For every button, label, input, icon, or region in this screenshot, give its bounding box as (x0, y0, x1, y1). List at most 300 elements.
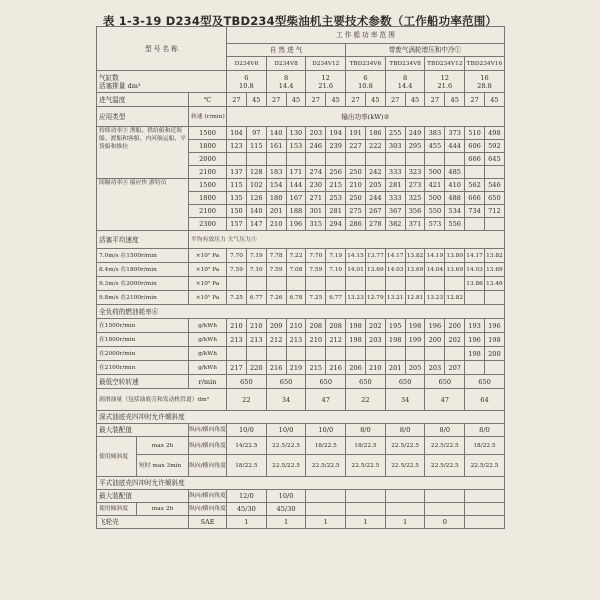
pressure-value: 13.69 (405, 263, 425, 277)
fuel-value: 210 (286, 319, 306, 333)
fuel-value: 212 (326, 333, 346, 347)
deep-header-row (97, 411, 505, 424)
speed-value: 1800 (189, 140, 227, 153)
power-value (484, 166, 504, 179)
pressure-value: 14.17 (465, 249, 485, 263)
deep-max2h-value: 22.5/22.5 (425, 437, 465, 455)
pressure-value: 7.25 (306, 291, 326, 305)
pressure-speed: 8.4m/s 在1800r/min (97, 263, 189, 277)
power-value (484, 218, 504, 231)
power-value: 128 (246, 166, 266, 179)
fuel-value: 196 (465, 333, 485, 347)
power-value: 183 (266, 166, 286, 179)
temp-label: 进气温度 (97, 93, 189, 107)
cyl-disp-cell (425, 71, 465, 93)
flywheel-label: 飞轮壳 (97, 516, 189, 529)
power-value: 546 (484, 179, 504, 192)
deep-short-value: 22.5/22.5 (385, 455, 425, 477)
power-value: 295 (405, 140, 425, 153)
pressure-value: 7.22 (286, 249, 306, 263)
displacement-value: 21.6 (318, 81, 334, 90)
deep-install-value: 8/0 (385, 424, 425, 437)
temp-value: 27 (266, 93, 286, 107)
power-value: 196 (286, 218, 306, 231)
power-value: 274 (306, 166, 326, 179)
fuel-value: 200 (425, 333, 445, 347)
flat-install-value (306, 490, 346, 503)
deep-max2h-value: 14/22.5 (227, 437, 267, 455)
pressure-row (97, 277, 505, 291)
power-value: 421 (425, 179, 445, 192)
pressure-value: 13.69 (365, 263, 385, 277)
power-value: 383 (425, 127, 445, 140)
flat-install-value (465, 490, 505, 503)
power-value: 325 (405, 192, 425, 205)
pressure-value: 13.23 (425, 291, 445, 305)
cyl-disp-cell (227, 71, 267, 93)
power-value: 97 (246, 127, 266, 140)
deep-install-value: 10/0 (306, 424, 346, 437)
deep-install-value: 10/0 (266, 424, 306, 437)
corner-cell (97, 27, 227, 71)
fuel-value: 199 (405, 333, 425, 347)
fuel-value: 220 (246, 361, 266, 375)
pressure-value: 13.86 (465, 277, 485, 291)
cylinder-count: 6 (244, 73, 249, 82)
fuel-value: 210 (306, 333, 326, 347)
power-value: 275 (346, 205, 366, 218)
fuel-value (346, 347, 366, 361)
min-speed-label: 最低空转转速 (97, 375, 189, 389)
min-speed-row (97, 375, 505, 389)
pressure-sub: 平均有效压力 大气压力⑤ (189, 231, 505, 249)
deep-install-row (97, 424, 505, 437)
pressure-value (246, 277, 266, 291)
displacement-value: 14.4 (278, 81, 294, 90)
fuel-value: 195 (385, 319, 405, 333)
deep-max2h-value: 18/22.5 (306, 437, 346, 455)
pressure-value (227, 277, 247, 291)
power-value: 267 (365, 205, 385, 218)
power-value: 249 (405, 127, 425, 140)
pressure-value: 6.78 (286, 291, 306, 305)
power-value: 205 (365, 179, 385, 192)
min-speed-value: 650 (266, 375, 306, 389)
pressure-row (97, 291, 505, 305)
cylinder-count: 8 (403, 73, 408, 82)
fuel-value: 206 (346, 361, 366, 375)
temp-value: 27 (425, 93, 445, 107)
power-value: 534 (445, 205, 465, 218)
fuel-value (425, 347, 445, 361)
speed-header: 转速 (r/min) (189, 107, 227, 127)
power-value: 592 (484, 140, 504, 153)
pressure-value: 14.04 (425, 263, 445, 277)
power-value: 315 (306, 218, 326, 231)
fuel-value: 209 (266, 319, 286, 333)
short-label: 短时 max 3min (137, 455, 189, 477)
temp-value: 27 (385, 93, 405, 107)
power-value (346, 153, 366, 166)
power-value: 301 (306, 205, 326, 218)
pressure-value (266, 277, 286, 291)
fuel-value: 198 (346, 333, 366, 347)
fuel-value: 213 (227, 333, 247, 347)
spec-table (96, 26, 505, 529)
model-name: D234V12 (306, 57, 346, 71)
pressure-header: 活塞平均速度 (97, 231, 189, 249)
fuel-value: 198 (385, 333, 405, 347)
power-value: 606 (465, 140, 485, 153)
pressure-value: 7.78 (266, 249, 286, 263)
power-value: 253 (326, 192, 346, 205)
power-value: 154 (266, 179, 286, 192)
pressure-row (97, 263, 505, 277)
temp-value: 45 (326, 93, 346, 107)
fuel-value (465, 361, 485, 375)
power-value: 167 (286, 192, 306, 205)
fuel-value (445, 347, 465, 361)
power-value: 201 (266, 205, 286, 218)
power-value: 153 (286, 140, 306, 153)
model-name: D234V6 (227, 57, 267, 71)
power-value: 150 (227, 205, 247, 218)
power-value (465, 166, 485, 179)
pressure-value (365, 277, 385, 291)
pressure-value: 12.82 (445, 291, 465, 305)
pressure-value: 14.17 (385, 249, 405, 263)
deep-install-value: 10/0 (227, 424, 267, 437)
power-value (465, 218, 485, 231)
power-value: 194 (326, 127, 346, 140)
fuel-value: 213 (246, 333, 266, 347)
flat-install-value (346, 490, 386, 503)
power-row (97, 127, 505, 140)
pressure-speed: 9.8m/s 在2100r/min (97, 291, 189, 305)
power-value: 137 (227, 166, 247, 179)
pressure-value: 13.46 (484, 277, 504, 291)
pressure-unit: ×10⁵ Pa (189, 277, 227, 291)
cyl-disp-cell (346, 71, 386, 93)
model-name: TBD234V12 (425, 57, 465, 71)
power-group-label: 持续功率③ 渔船、供给船和近海船、渡船和客船、内河航运船、平货船和推拉 (97, 127, 189, 179)
temp-value: 45 (246, 93, 266, 107)
pressure-value: 7.70 (306, 249, 326, 263)
power-value: 333 (385, 166, 405, 179)
fuel-header-row (97, 305, 505, 319)
pressure-value: 7.70 (227, 249, 247, 263)
flat-header-row (97, 477, 505, 490)
power-value: 115 (246, 140, 266, 153)
oil-value: 34 (266, 389, 306, 411)
power-header: 输出功率(kW)② (227, 107, 505, 127)
flywheel-value (465, 516, 505, 529)
power-value: 556 (445, 218, 465, 231)
temp-value: 27 (346, 93, 366, 107)
cylinder-count: 16 (480, 73, 489, 82)
power-value: 256 (326, 166, 346, 179)
fuel-row (97, 361, 505, 375)
speed-value: 1500 (189, 179, 227, 192)
deep-max2h-row (97, 437, 505, 455)
pitch-roll-label: 纵向/横向角度 (189, 424, 227, 437)
fuel-value: 207 (445, 361, 465, 375)
fuel-value: 198 (484, 333, 504, 347)
flat-max2h-value (306, 503, 346, 516)
power-value (227, 153, 247, 166)
section-header-row (97, 27, 505, 44)
model-name: TBD234V8 (385, 57, 425, 71)
pressure-value: 14.03 (385, 263, 405, 277)
power-value: 444 (445, 140, 465, 153)
power-value: 180 (266, 192, 286, 205)
flat-install-value (425, 490, 465, 503)
flat-install-value (385, 490, 425, 503)
power-value: 367 (385, 205, 405, 218)
power-value (385, 153, 405, 166)
max2h-label: max 2h (137, 503, 189, 516)
pressure-value: 7.59 (227, 263, 247, 277)
fuel-value (306, 347, 326, 361)
deep-install-value: 8/0 (465, 424, 505, 437)
power-value: 562 (465, 179, 485, 192)
power-value (365, 153, 385, 166)
power-value: 323 (405, 166, 425, 179)
fuel-value: 216 (326, 361, 346, 375)
deep-max2h-value: 22.5/22.5 (266, 437, 306, 455)
pressure-value: 13.77 (365, 249, 385, 263)
power-value: 210 (266, 218, 286, 231)
fuel-row (97, 347, 505, 361)
flat-use-label: 使用倾斜度 (97, 503, 137, 516)
power-value: 123 (227, 140, 247, 153)
power-value: 734 (465, 205, 485, 218)
power-value: 147 (246, 218, 266, 231)
power-value (306, 153, 326, 166)
fuel-value: 198 (346, 319, 366, 333)
pressure-value (425, 277, 445, 291)
oil-value: 47 (425, 389, 465, 411)
pressure-value: 7.59 (306, 263, 326, 277)
power-value: 382 (385, 218, 405, 231)
pressure-value: 7.19 (326, 249, 346, 263)
deep-short-value: 22.5/22.5 (425, 455, 465, 477)
speed-value: 1800 (189, 192, 227, 205)
fuel-unit: g/kWh (189, 319, 227, 333)
speed-value: 1500 (189, 127, 227, 140)
fuel-value: 203 (425, 361, 445, 375)
power-value: 281 (326, 205, 346, 218)
power-value: 255 (385, 127, 405, 140)
oil-value: 64 (465, 389, 505, 411)
power-value: 573 (425, 218, 445, 231)
fuel-value: 196 (425, 319, 445, 333)
fuel-unit: g/kWh (189, 361, 227, 375)
model-label: 型 号 名 称 (145, 44, 178, 53)
deep-short-row (97, 455, 505, 477)
fuel-value: 198 (405, 319, 425, 333)
flat-install-row (97, 490, 505, 503)
pressure-value (286, 277, 306, 291)
max2h-label: max 2h (137, 437, 189, 455)
fuel-row (97, 333, 505, 347)
pressure-value: 13.80 (445, 249, 465, 263)
pressure-unit: ×10⁵ Pa (189, 291, 227, 305)
flywheel-value: 1 (306, 516, 346, 529)
power-value: 191 (346, 127, 366, 140)
power-value (326, 153, 346, 166)
deep-short-value: 18/22.5 (227, 455, 267, 477)
displacement-value: 10.8 (239, 81, 254, 90)
power-value: 203 (306, 127, 326, 140)
power-value: 215 (326, 179, 346, 192)
fuel-value: 216 (266, 361, 286, 375)
power-value: 171 (286, 166, 306, 179)
pitch-roll-label: 纵向/横向角度 (189, 437, 227, 455)
power-value: 222 (365, 140, 385, 153)
power-value (246, 153, 266, 166)
pressure-speed: 9.3m/s 在2000r/min (97, 277, 189, 291)
group-natural: 自 然 进 气 (227, 44, 346, 57)
deep-short-value: 22.5/22.5 (306, 455, 346, 477)
pressure-value (306, 277, 326, 291)
pressure-value: 7.19 (246, 249, 266, 263)
cylinder-count: 12 (321, 73, 330, 82)
power-value: 356 (405, 205, 425, 218)
pressure-value: 13.23 (346, 291, 366, 305)
temp-unit: ℃ (189, 93, 227, 107)
displacement-text: 活塞排量 dm³ (99, 81, 141, 90)
fuel-header: 全负荷的燃油耗率⑥ (97, 305, 505, 319)
power-value: 246 (306, 140, 326, 153)
power-value: 278 (365, 218, 385, 231)
deep-install-label: 最大装配值 (97, 424, 189, 437)
speed-value: 2300 (189, 218, 227, 231)
power-value: 666 (465, 192, 485, 205)
pressure-value: 7.26 (266, 291, 286, 305)
min-speed-value: 650 (306, 375, 346, 389)
power-value: 410 (445, 179, 465, 192)
fuel-value (326, 347, 346, 361)
fuel-value (227, 347, 247, 361)
pressure-value: 13.82 (405, 249, 425, 263)
oil-value: 47 (306, 389, 346, 411)
fuel-speed: 在1500r/min (97, 319, 189, 333)
pressure-value (484, 291, 504, 305)
fuel-unit: g/kWh (189, 333, 227, 347)
min-speed-unit: r/min (189, 375, 227, 389)
cyl-disp-cell (385, 71, 425, 93)
power-value: 286 (346, 218, 366, 231)
fuel-value: 196 (484, 319, 504, 333)
pressure-value: 6.77 (326, 291, 346, 305)
flat-install-value: 10/0 (266, 490, 306, 503)
power-value (286, 153, 306, 166)
min-speed-value: 650 (227, 375, 267, 389)
power-value: 135 (227, 192, 247, 205)
cyl-disp-cell (465, 71, 505, 93)
pressure-value: 13.82 (484, 249, 504, 263)
table-title: 表 1-3-19 D234型及TBD234型柴油机主要技术参数（工作船功率范围） (102, 14, 498, 28)
fuel-value: 212 (266, 333, 286, 347)
cyl-disp-cell (266, 71, 306, 93)
power-value: 239 (326, 140, 346, 153)
pressure-value: 13.69 (445, 263, 465, 277)
deep-header: 深式油底壳四冲时允许倾斜度 (97, 411, 505, 424)
pressure-value: 7.10 (246, 263, 266, 277)
power-value: 140 (246, 205, 266, 218)
fuel-row (97, 319, 505, 333)
flat-install-value: 12/0 (227, 490, 267, 503)
temp-value: 45 (445, 93, 465, 107)
fuel-value (266, 347, 286, 361)
category-label: 应用类型 (97, 107, 189, 127)
flat-install-label: 最大装配值 (97, 490, 189, 503)
power-value: 186 (365, 127, 385, 140)
power-value: 157 (227, 218, 247, 231)
deep-short-value: 22.5/22.5 (266, 455, 306, 477)
power-value: 126 (246, 192, 266, 205)
pressure-value: 14.01 (346, 263, 366, 277)
power-value: 130 (286, 127, 306, 140)
cylinder-count: 8 (283, 73, 289, 82)
fuel-value: 202 (445, 333, 465, 347)
fuel-speed: 在1800r/min (97, 333, 189, 347)
power-value: 303 (385, 140, 405, 153)
category-header-row (97, 107, 505, 127)
pressure-speed: 7.0m/s 在1500r/min (97, 249, 189, 263)
power-value: 500 (425, 192, 445, 205)
flat-max2h-value (465, 503, 505, 516)
deep-max2h-value: 18/22.5 (346, 437, 386, 455)
power-value: 488 (445, 192, 465, 205)
fuel-value: 193 (465, 319, 485, 333)
temp-row (97, 93, 505, 107)
flat-max2h-value: 45/30 (266, 503, 306, 516)
pressure-value: 14.03 (465, 263, 485, 277)
oil-value: 22 (227, 389, 267, 411)
cyl-disp-cell (306, 71, 346, 93)
power-value: 510 (465, 127, 485, 140)
speed-value: 2100 (189, 166, 227, 179)
pressure-value: 13.21 (385, 291, 405, 305)
pressure-value: 13.69 (484, 263, 504, 277)
pressure-value: 14.15 (346, 249, 366, 263)
flywheel-row (97, 516, 505, 529)
flat-max2h-value: 45/30 (227, 503, 267, 516)
displacement-value: 21.6 (437, 81, 453, 90)
min-speed-value: 650 (385, 375, 425, 389)
flywheel-value: 1 (227, 516, 267, 529)
displacement-value: 14.4 (397, 81, 413, 90)
pressure-value: 12.79 (365, 291, 385, 305)
pressure-value: 7.08 (286, 263, 306, 277)
pitch-roll-label: 纵向/横向角度 (189, 490, 227, 503)
flat-max2h-value (346, 503, 386, 516)
flywheel-value: 1 (385, 516, 425, 529)
pressure-value (465, 291, 485, 305)
fuel-value (365, 347, 385, 361)
cylinders-label (97, 71, 227, 93)
flywheel-value: 1 (346, 516, 386, 529)
fuel-value: 215 (306, 361, 326, 375)
fuel-value: 208 (306, 319, 326, 333)
model-name: TBD234V16 (465, 57, 505, 71)
pressure-value: 14.19 (425, 249, 445, 263)
power-value: 210 (346, 179, 366, 192)
power-value (425, 153, 445, 166)
temp-value: 45 (286, 93, 306, 107)
